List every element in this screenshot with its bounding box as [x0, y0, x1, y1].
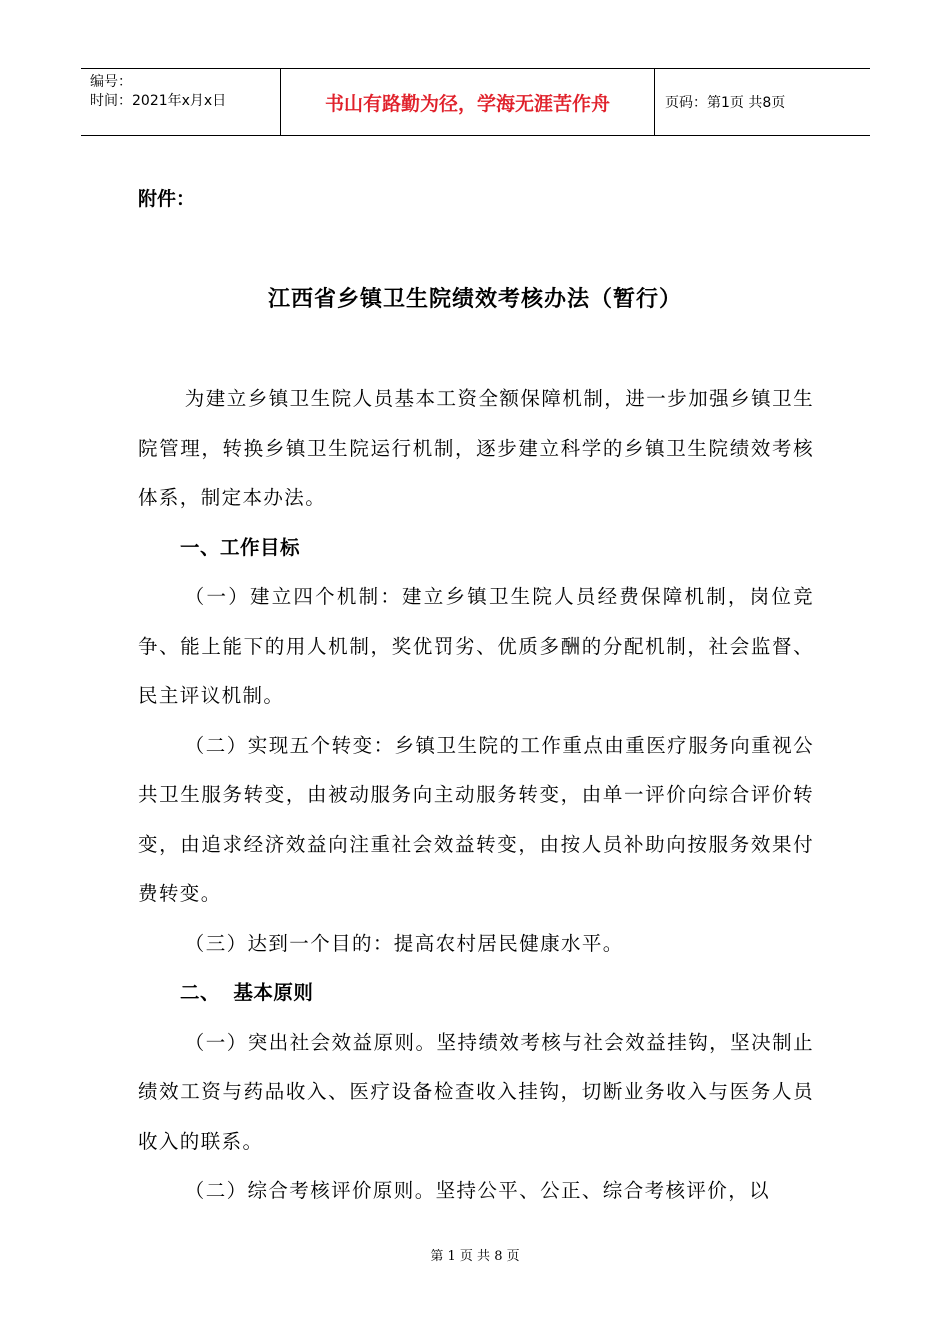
paragraph: （一）突出社会效益原则。坚持绩效考核与社会效益挂钩，坚决制止绩效工资与药品收入、医疗设备检查收入挂钩，切断业务收入与医务人员收入的联系。 — [138, 1030, 814, 1153]
paragraph: （一）建立四个机制：建立乡镇卫生院人员经费保障机制，岗位竞争、能上能下的用人机制，奖优罚劣、优质多酬的分配机制，社会监督、民主评议机制。 — [138, 585, 814, 707]
section-heading — [138, 968, 814, 1018]
header-divider — [654, 69, 655, 135]
section-heading: 一、工作目标 — [180, 535, 301, 559]
document-time-label: 时间：2021年x月x日 — [90, 93, 227, 109]
paragraph: （二）实现五个转变：乡镇卫生院的工作重点由重医疗服务向重视公共卫生服务转变，由被动服务向主动服务转变，由单一评价向综合评价转变，由追求经济效益向注重社会效益转变，由按人员补助向按服务效果付费转变。 — [138, 733, 814, 905]
paragraph: （三）达到一个目的：提高农村居民健康水平。 — [184, 931, 624, 955]
page-footer: 第 1 页 共 8 页 — [430, 1249, 520, 1264]
header-table — [81, 68, 870, 136]
attachment-label: 附件： — [138, 188, 196, 210]
paragraph: （二）综合考核评价原则。坚持公平、公正、综合考核评价，以 — [184, 1179, 770, 1202]
document-number-label: 编号： — [90, 74, 132, 90]
document-body — [138, 374, 814, 1216]
header-motto: 书山有路勤为径，学海无涯苦作舟 — [324, 92, 610, 115]
header-meta — [90, 73, 226, 111]
header-page-info: 页码：第1页 共8页 — [665, 95, 786, 111]
intro-paragraph: 为建立乡镇卫生院人员基本工资全额保障机制，进一步加强乡镇卫生院管理，转换乡镇卫生院运行机制，逐步建立科学的乡镇卫生院绩效考核体系，制定本办法。 — [138, 387, 814, 509]
document-title: 江西省乡镇卫生院绩效考核办法（暂行） — [267, 287, 682, 312]
section-heading-text: 基本原则 — [233, 981, 314, 1004]
section-number: 二、 — [180, 981, 221, 1004]
